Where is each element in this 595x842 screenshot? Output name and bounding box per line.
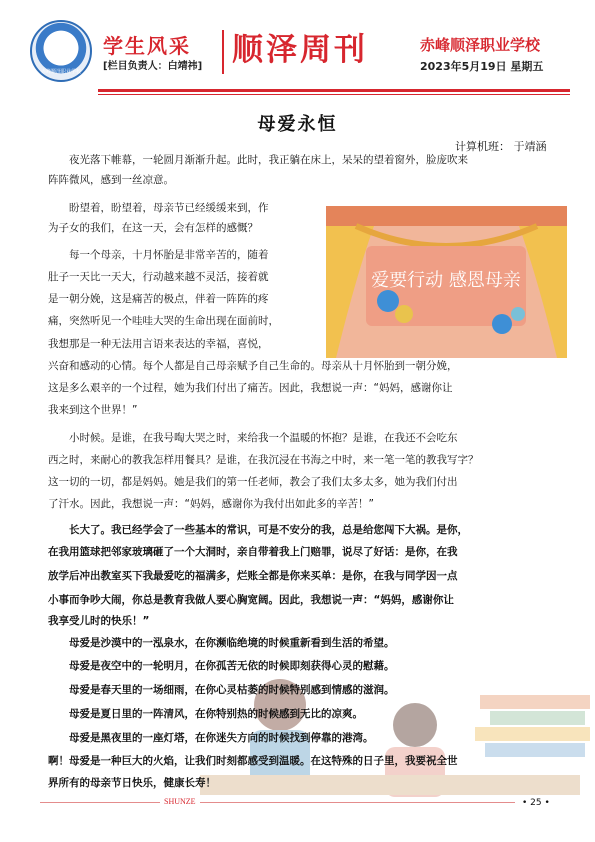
paragraph-line: 啊！母爱是一种巨大的火焰，让我们时刻都感受到温暖。在这特殊的日子里，我要祝全世 bbox=[48, 755, 458, 767]
paragraph-line: 在我用篮球把邻家玻璃砸了一个大洞时，亲自带着我上门赔罪，说尽了好话：是你，在我 bbox=[48, 546, 458, 558]
paragraph-line: 是一朝分娩，这是痛苦的极点，伴着一阵阵的疼 bbox=[48, 293, 269, 305]
paragraph-line: 每一个母亲，十月怀胎是非常辛苦的，随着 bbox=[69, 249, 269, 261]
paragraph-line: 我来到这个世界！” bbox=[48, 404, 138, 416]
page-number: • 25 • bbox=[522, 798, 550, 808]
editor-line: [栏目负责人：白靖祎] bbox=[103, 61, 203, 72]
paragraph-line: 母爱是黑夜里的一座灯塔，在你迷失方向的时候找到停靠的港湾。 bbox=[69, 732, 374, 744]
paragraph-line: 这一切的一切，都是妈妈。她是我们的第一任老师，教会了我们太多太多，她为我们付出 bbox=[48, 476, 458, 488]
paragraph-line: 兴奋和感动的心情。每个人都是自己母亲赋予自己生命的。母亲从十月怀胎到一朝分娩， bbox=[48, 360, 458, 372]
header-divider bbox=[222, 30, 224, 74]
paragraph-line: 母爱是春天里的一场细雨，在你心灵枯萎的时候特别感到情感的滋润。 bbox=[69, 684, 395, 696]
mothers-day-image bbox=[326, 206, 567, 358]
paragraph-line: 我想那是一种无法用言语来表达的幸福，喜悦， bbox=[48, 338, 269, 350]
school-logo bbox=[30, 20, 92, 82]
header-rule-thick bbox=[98, 89, 570, 92]
paragraph-line: 长大了。我已经学会了一些基本的常识，可是不安分的我，总是给您闯下大祸。是你， bbox=[69, 524, 468, 536]
article-author: 计算机班： 于靖涵 bbox=[455, 140, 547, 153]
footer-rule bbox=[40, 802, 515, 803]
publication-title: 顺泽周刊 bbox=[232, 32, 368, 68]
paragraph-line: 这是多么艰辛的一个过程，她为我们付出了痛苦。因此，我想说一声：“妈妈，感谢你让 bbox=[48, 382, 453, 394]
paragraph-line: 痛，突然听见一个哇哇大哭的生命出现在面前时， bbox=[48, 315, 279, 327]
issue-date: 2023年5月19日 星期五 bbox=[420, 60, 544, 73]
paragraph-line: 为子女的我们，在这一天，会有怎样的感慨？ bbox=[48, 222, 258, 234]
paragraph-line: 夜光落下帷幕，一轮圆月渐渐升起。此时，我正躺在床上，呆呆的望着窗外，脸庞吹来 bbox=[69, 154, 468, 166]
paragraph-line: 西之时，来耐心的教我怎样用餐具？是谁，在我沉浸在书海之中时，来一笔一笔的教我写字？ bbox=[48, 454, 479, 466]
paragraph-line: 了汗水。因此，我想说一声：“妈妈，感谢你为我付出如此多的辛苦！” bbox=[48, 498, 374, 510]
logo-text: 赤峰顺泽职业学校 bbox=[40, 69, 81, 75]
paragraph-line: 界所有的母亲节日快乐，健康长寿！ bbox=[48, 777, 216, 789]
school-name: 赤峰顺泽职业学校 bbox=[420, 36, 541, 54]
section-title: 学生风采 bbox=[103, 34, 191, 58]
image-caption: 爱要行动 感恩母亲 bbox=[371, 270, 521, 291]
paragraph-line: 盼望着，盼望着，母亲节已经缓缓来到，作 bbox=[69, 202, 269, 214]
article-title: 母爱永恒 bbox=[257, 114, 338, 135]
paragraph-line: 放学后冲出教室买下我最爱吃的福满多，烂账全都是你来买单：是你，在我与同学因一点 bbox=[48, 570, 458, 582]
header-rule-thin bbox=[98, 94, 570, 95]
paragraph-line: 我享受儿时的快乐！” bbox=[48, 615, 150, 627]
paragraph-line: 母爱是夜空中的一轮明月，在你孤苦无依的时候即刻获得心灵的慰藉。 bbox=[69, 660, 395, 672]
footer-brand: SHUNZE bbox=[160, 797, 200, 806]
paragraph-line: 阵阵微风，感到一丝凉意。 bbox=[48, 174, 174, 186]
paragraph-line: 母爱是夏日里的一阵清风，在你特别热的时候感到无比的凉爽。 bbox=[69, 708, 363, 720]
paragraph-line: 小时候。是谁，在我号啕大哭之时，来给我一个温暖的怀抱？是谁，在我还不会吃东 bbox=[69, 432, 458, 444]
paragraph-line: 母爱是沙漠中的一泓泉水，在你濒临绝境的时候重新看到生活的希望。 bbox=[69, 637, 395, 649]
paragraph-line: 肚子一天比一天大，行动越来越不灵活，接着就 bbox=[48, 271, 269, 283]
paragraph-line: 小事而争吵大闹，你总是教育我做人要心胸宽阔。因此，我想说一声：“妈妈，感谢你让 bbox=[48, 594, 454, 606]
